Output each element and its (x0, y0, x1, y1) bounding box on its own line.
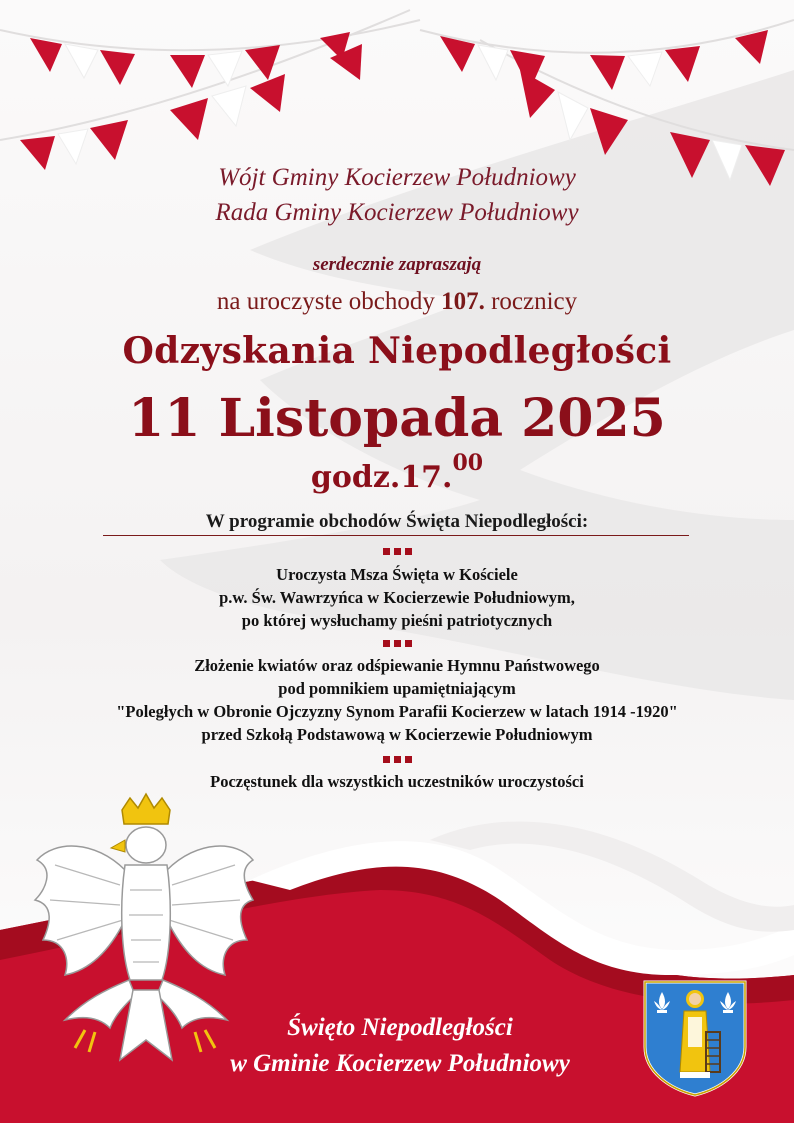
program-item-2-line-4: przed Szkołą Podstawową w Kocierzewie Południowym (201, 725, 593, 744)
organizer-1: Wójt Gminy Kocierzew Południowy (218, 164, 576, 191)
time-prefix: godz.17. (310, 460, 453, 495)
time-minutes: 00 (452, 450, 484, 476)
organizer-2: Rada Gminy Kocierzew Południowy (215, 199, 579, 226)
footer-line-2: w Gminie Kocierzew Południowy (230, 1050, 570, 1077)
occasion-line (0, 288, 794, 316)
footer-text (170, 1010, 630, 1082)
occasion-suffix: rocznicy (491, 288, 578, 315)
separator-1 (0, 548, 794, 555)
event-time (0, 450, 794, 495)
separator-3 (0, 756, 794, 763)
program-item-1-line-2: p.w. Św. Wawrzyńca w Kocierzewie Południowym, (219, 588, 575, 607)
program-item-1-line-3: po której wysłuchamy pieśni patriotycznych (241, 611, 553, 630)
program-item-3-line-1: Poczęstunek dla wszystkich uczestników uroczystości (210, 772, 584, 791)
program-item-2-line-1: Złożenie kwiatów oraz odśpiewanie Hymnu Państwowego (194, 656, 600, 675)
event-date: 11 Listopada 2025 (128, 388, 666, 449)
program-item-1-line-1: Uroczysta Msza Święta w Kościele (276, 565, 518, 584)
anniversary-number: 107. (441, 288, 485, 315)
program-item-2-line-3: "Poległych w Obronie Ojczyzny Synom Parafii Kocierzew w latach 1914 -1920" (116, 702, 678, 721)
program-item-2 (0, 654, 794, 746)
program-item-2-line-2: pod pomnikiem upamiętniającym (278, 679, 516, 698)
invitation-text: serdecznie zapraszają (312, 254, 482, 275)
event-title: Odzyskania Niepodległości (122, 330, 672, 372)
separator-2 (0, 640, 794, 647)
coat-of-arms-icon (640, 977, 750, 1097)
occasion-prefix: na uroczyste obchody (216, 288, 435, 315)
program-divider (103, 535, 689, 536)
footer-line-1: Święto Niepodległości (287, 1014, 513, 1041)
program-heading: W programie obchodów Święta Niepodległości: (205, 511, 589, 532)
program-item-1 (0, 563, 794, 632)
